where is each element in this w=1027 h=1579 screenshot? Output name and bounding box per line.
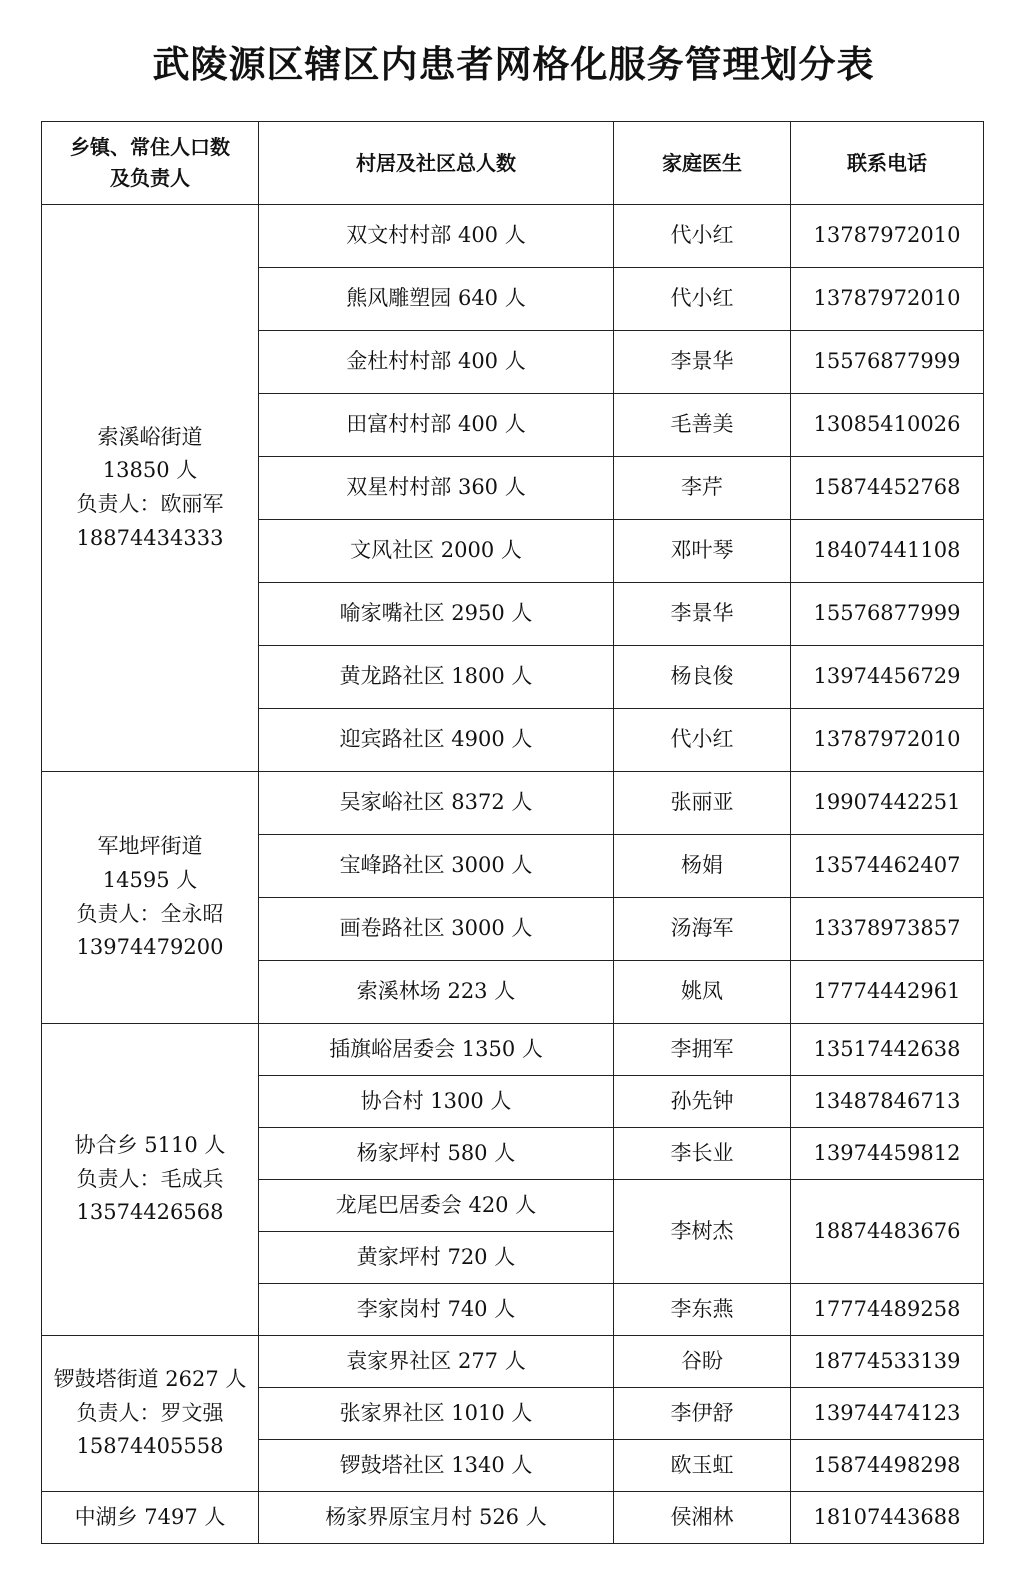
header-row	[42, 122, 984, 205]
header-village: 村居及社区总人数	[259, 122, 614, 205]
header-phone: 联系电话	[791, 122, 984, 205]
doctor-cell: 代小红	[614, 709, 791, 772]
phone-cell: 15874452768	[791, 457, 984, 520]
village-cell: 协合村 1300 人	[259, 1076, 614, 1128]
doctor-cell: 李芹	[614, 457, 791, 520]
town-phone: 13974479200	[76, 935, 224, 960]
phone-cell: 13974474123	[791, 1388, 984, 1440]
village-cell: 迎宾路社区 4900 人	[259, 709, 614, 772]
table-row	[42, 772, 984, 835]
phone-cell: 17774489258	[791, 1284, 984, 1336]
doctor-cell: 侯湘林	[614, 1492, 791, 1544]
town-leader: 负责人：毛成兵	[76, 1166, 224, 1191]
phone-cell: 18107443688	[791, 1492, 984, 1544]
town-cell	[42, 772, 259, 1024]
phone-cell: 13787972010	[791, 709, 984, 772]
phone-cell: 18774533139	[791, 1336, 984, 1388]
town-phone: 15874405558	[76, 1434, 224, 1459]
phone-cell: 13974459812	[791, 1128, 984, 1180]
table-row	[42, 1024, 984, 1076]
town-name: 锣鼓塔街道 2627 人	[53, 1367, 247, 1392]
page-title: 武陵源区辖区内患者网格化服务管理划分表	[152, 43, 875, 86]
doctor-cell: 汤海军	[614, 898, 791, 961]
doctor-cell: 代小红	[614, 268, 791, 331]
village-cell: 张家界社区 1010 人	[259, 1388, 614, 1440]
phone-cell: 13517442638	[791, 1024, 984, 1076]
phone-cell: 15576877999	[791, 583, 984, 646]
doctor-cell: 张丽亚	[614, 772, 791, 835]
village-cell: 杨家界原宝月村 526 人	[259, 1492, 614, 1544]
town-phone: 18874434333	[76, 525, 224, 550]
header-town	[42, 122, 259, 205]
town-population: 13850 人	[102, 458, 198, 483]
doctor-cell: 杨娟	[614, 835, 791, 898]
village-cell: 双星村村部 360 人	[259, 457, 614, 520]
doctor-cell: 李拥军	[614, 1024, 791, 1076]
phone-cell: 18874483676	[791, 1180, 984, 1284]
village-cell: 金杜村村部 400 人	[259, 331, 614, 394]
village-cell: 田富村村部 400 人	[259, 394, 614, 457]
village-cell: 杨家坪村 580 人	[259, 1128, 614, 1180]
village-cell: 李家岗村 740 人	[259, 1284, 614, 1336]
town-leader: 负责人：全永昭	[76, 901, 224, 926]
town-name: 协合乡 5110 人	[74, 1133, 226, 1158]
phone-cell: 13487846713	[791, 1076, 984, 1128]
doctor-cell: 谷盼	[614, 1336, 791, 1388]
phone-cell: 13787972010	[791, 268, 984, 331]
phone-cell: 15874498298	[791, 1440, 984, 1492]
town-name: 军地坪街道	[97, 834, 203, 859]
village-cell: 袁家界社区 277 人	[259, 1336, 614, 1388]
header-town-line2: 及负责人	[110, 166, 190, 190]
service-grid-table	[41, 121, 984, 1544]
village-cell: 熊风雕塑园 640 人	[259, 268, 614, 331]
doctor-cell: 李树杰	[614, 1180, 791, 1284]
doctor-cell: 李景华	[614, 331, 791, 394]
village-cell: 吴家峪社区 8372 人	[259, 772, 614, 835]
town-leader: 负责人：罗文强	[76, 1400, 224, 1425]
village-cell: 龙尾巴居委会 420 人	[259, 1180, 614, 1232]
town-cell	[42, 1492, 259, 1544]
town-name: 中湖乡 7497 人	[74, 1504, 226, 1529]
town-cell	[42, 205, 259, 772]
doctor-cell: 毛善美	[614, 394, 791, 457]
village-cell: 黄龙路社区 1800 人	[259, 646, 614, 709]
phone-cell: 13378973857	[791, 898, 984, 961]
header-doctor: 家庭医生	[614, 122, 791, 205]
doctor-cell: 李长业	[614, 1128, 791, 1180]
town-cell	[42, 1024, 259, 1336]
town-phone: 13574426568	[76, 1200, 224, 1225]
doctor-cell: 姚凤	[614, 961, 791, 1024]
doctor-cell: 孙先钟	[614, 1076, 791, 1128]
phone-cell: 15576877999	[791, 331, 984, 394]
table-row	[42, 1492, 984, 1544]
village-cell: 喻家嘴社区 2950 人	[259, 583, 614, 646]
village-cell: 黄家坪村 720 人	[259, 1232, 614, 1284]
phone-cell: 13974456729	[791, 646, 984, 709]
town-cell	[42, 1336, 259, 1492]
doctor-cell: 李伊舒	[614, 1388, 791, 1440]
phone-cell: 18407441108	[791, 520, 984, 583]
village-cell: 画卷路社区 3000 人	[259, 898, 614, 961]
phone-cell: 13574462407	[791, 835, 984, 898]
table-row	[42, 205, 984, 268]
doctor-cell: 代小红	[614, 205, 791, 268]
table-row	[42, 1336, 984, 1388]
doctor-cell: 李景华	[614, 583, 791, 646]
town-name: 索溪峪街道	[97, 424, 203, 449]
town-population: 14595 人	[102, 867, 198, 892]
doctor-cell: 邓叶琴	[614, 520, 791, 583]
village-cell: 索溪林场 223 人	[259, 961, 614, 1024]
village-cell: 双文村村部 400 人	[259, 205, 614, 268]
village-cell: 锣鼓塔社区 1340 人	[259, 1440, 614, 1492]
village-cell: 文风社区 2000 人	[259, 520, 614, 583]
doctor-cell: 李东燕	[614, 1284, 791, 1336]
phone-cell: 17774442961	[791, 961, 984, 1024]
doctor-cell: 杨良俊	[614, 646, 791, 709]
village-cell: 宝峰路社区 3000 人	[259, 835, 614, 898]
phone-cell: 13787972010	[791, 205, 984, 268]
header-town-line1: 乡镇、常住人口数	[70, 135, 230, 159]
phone-cell: 13085410026	[791, 394, 984, 457]
doctor-cell: 欧玉虹	[614, 1440, 791, 1492]
town-leader: 负责人：欧丽军	[76, 492, 224, 516]
phone-cell: 19907442251	[791, 772, 984, 835]
village-cell: 插旗峪居委会 1350 人	[259, 1024, 614, 1076]
